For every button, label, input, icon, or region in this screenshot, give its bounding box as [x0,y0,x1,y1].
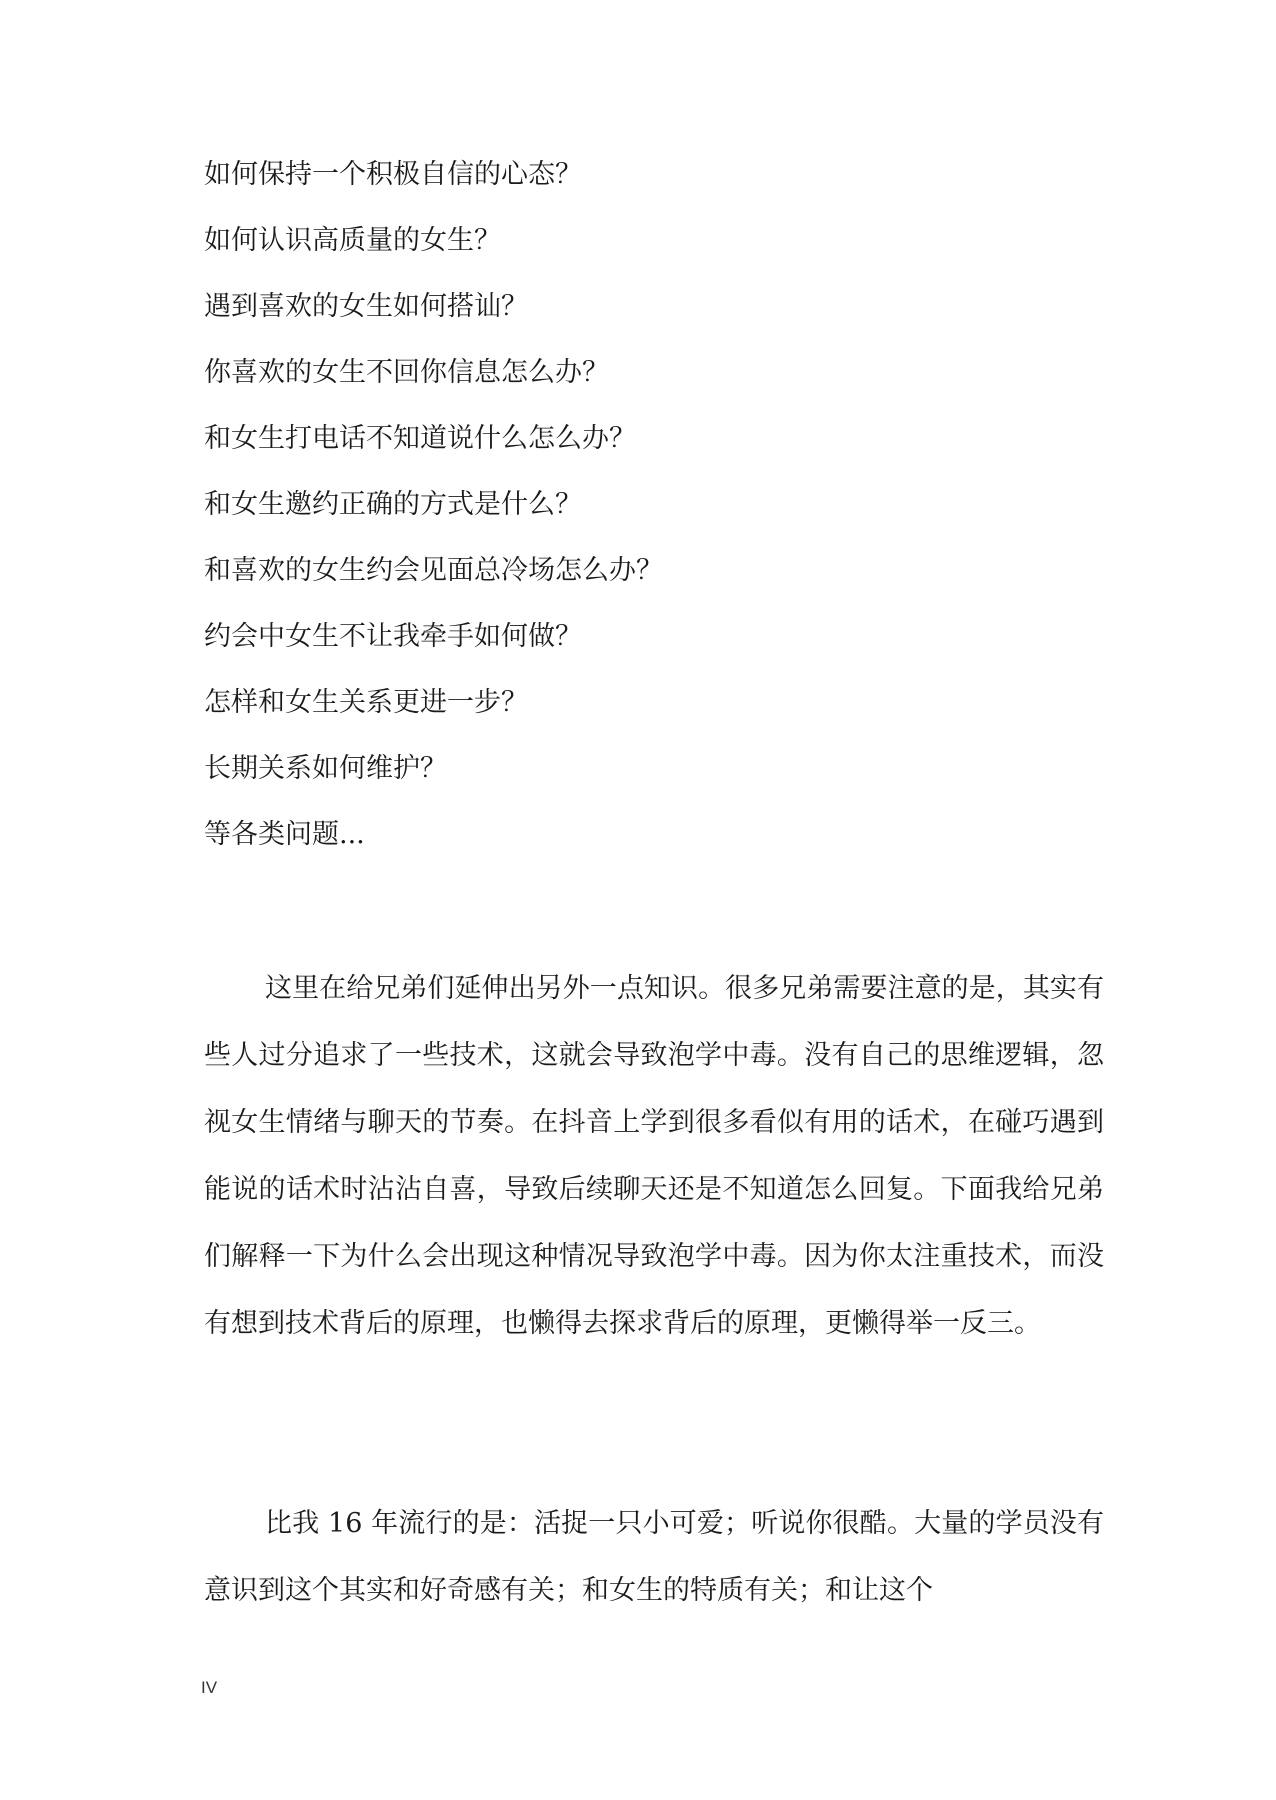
question-list-ending: 等各类问题... [204,819,365,850]
question-item: 约会中女生不让我牵手如何做？ [204,621,582,652]
question-item: 和女生邀约正确的方式是什么？ [204,489,582,520]
question-item: 和女生打电话不知道说什么怎么办？ [204,423,636,454]
question-item: 遇到喜欢的女生如何搭讪？ [204,291,528,322]
body-paragraph: 这里在给兄弟们延伸出另外一点知识。很多兄弟需要注意的是，其实有些人过分追求了一些技术，这就会导致泡学中毒。没有自己的思维逻辑，忽视女生情绪与聊天的节奏。在抖音上学到很多看似有用的话术，在碰巧遇到能说的话术时沾沾自喜，导致后续聊天还是不知道怎么回复。下面我给兄弟们解释一下为什么会出现这种情况导致泡学中毒。因为你太注重技术，而没有想到技术背后的原理，也懒得去探求背后的原理，更懒得举一反三。 [204,973,1104,1339]
question-list [204,155,1104,881]
question-item: 如何认识高质量的女生？ [204,225,501,256]
body-paragraph: 比我 16 年流行的是：活捉一只小可爱；听说你很酷。大量的学员没有意识到这个其实和好奇感有关；和女生的特质有关；和让这个 [204,1508,1104,1606]
question-item: 和喜欢的女生约会见面总冷场怎么办？ [204,555,663,586]
page-number: IV [201,1678,218,1697]
question-item: 怎样和女生关系更进一步？ [204,687,528,718]
question-item: 你喜欢的女生不回你信息怎么办？ [204,357,609,388]
question-item: 如何保持一个积极自信的心态？ [204,159,582,190]
question-item: 长期关系如何维护？ [204,753,447,784]
